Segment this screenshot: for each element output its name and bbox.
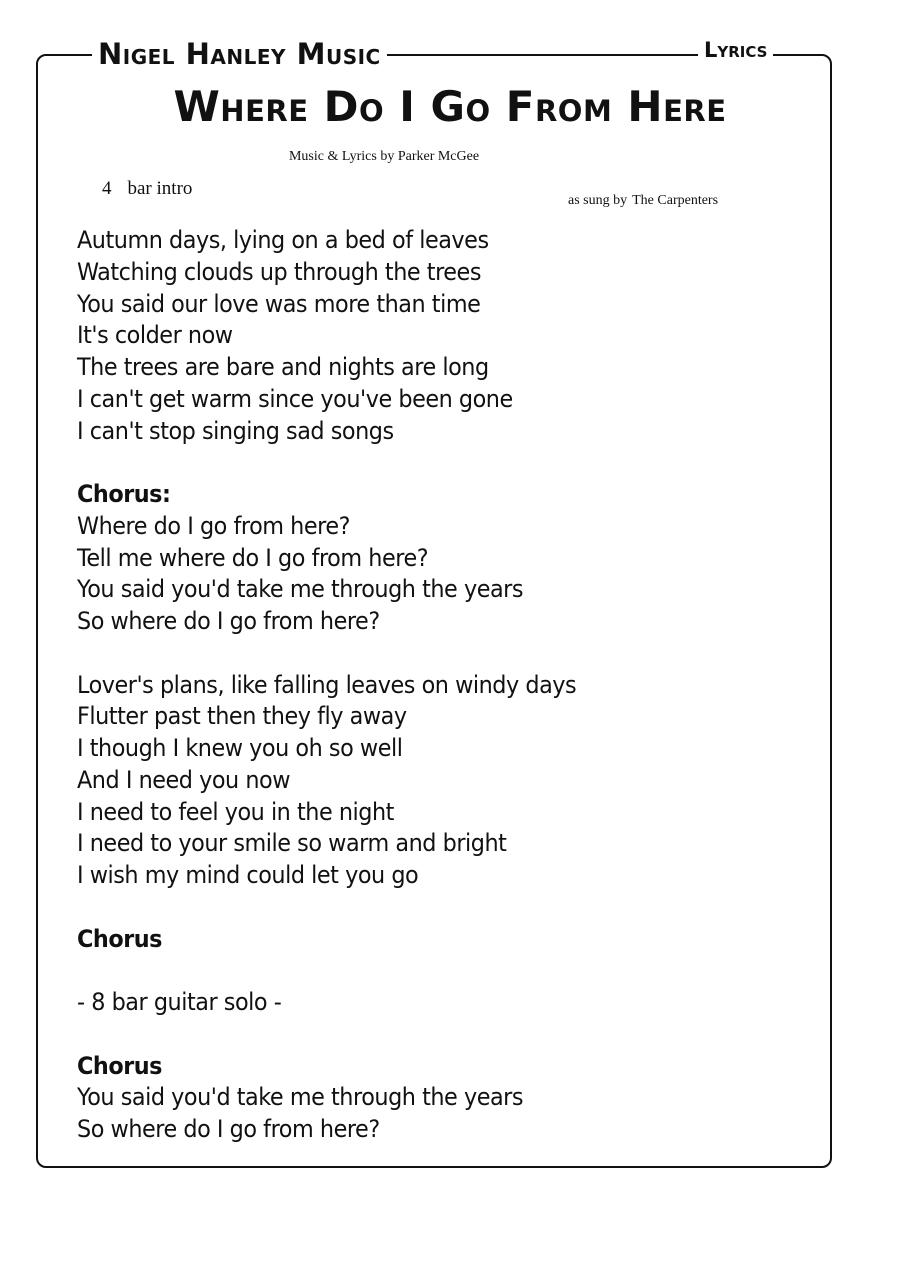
lyric-line: Tell me where do I go from here? (77, 543, 429, 572)
intro-text: bar intro (127, 178, 193, 199)
stanza-break (77, 1019, 765, 1051)
lyric-line: You said our love was more than time (77, 289, 481, 318)
lyric-line: You said you'd take me through the years (77, 1083, 524, 1112)
lyric-line: I can't get warm since you've been gone (77, 384, 513, 413)
song-title: Where Do I Go From Here (173, 82, 727, 131)
stanza-break (77, 955, 765, 987)
lyric-line: I can't stop singing sad songs (77, 416, 394, 445)
lyric-line: So where do I go from here? (77, 607, 380, 635)
song-credits: Music & Lyrics by Parker McGee (288, 149, 480, 164)
lyric-line: I need to your smile so warm and bright (77, 829, 507, 858)
lyrics-body (77, 225, 765, 1146)
lyric-line: I wish my mind could let you go (77, 861, 419, 889)
sung-by (568, 193, 718, 209)
lyric-line: The trees are bare and nights are long (77, 353, 489, 381)
section-tag: Lyrics (698, 40, 773, 61)
solo-note: - 8 bar guitar solo - (77, 988, 282, 1016)
lyric-line: You said you'd take me through the years (77, 575, 524, 604)
chorus-heading: Chorus: (77, 480, 171, 508)
lyric-line: I need to feel you in the night (77, 797, 394, 826)
sung-by-label: as sung by (568, 193, 628, 208)
lyric-line: So where do I go from here? (77, 1115, 380, 1143)
lyric-line: Watching clouds up through the trees (77, 257, 481, 286)
lyric-line: Lover's plans, like falling leaves on windy days (77, 670, 577, 699)
lyric-line: Where do I go from here? (77, 511, 350, 540)
intro-bar-count: 4 (102, 178, 112, 199)
stanza-break (77, 447, 765, 479)
stanza-break (77, 638, 765, 670)
artist-name: The Carpenters (632, 193, 719, 208)
brand-title: Nigel Hanley Music (92, 40, 387, 69)
lyric-line: It's colder now (77, 321, 233, 350)
lyric-line: And I need you now (77, 765, 291, 794)
chorus-repeat-heading: Chorus (77, 924, 163, 953)
final-chorus-heading: Chorus (77, 1051, 163, 1080)
stanza-break (77, 892, 765, 924)
lyric-line: Flutter past then they fly away (77, 702, 407, 731)
lyric-line: Autumn days, lying on a bed of leaves (77, 226, 489, 254)
lyric-line: I though I knew you oh so well (77, 734, 403, 762)
intro-note (102, 178, 192, 200)
